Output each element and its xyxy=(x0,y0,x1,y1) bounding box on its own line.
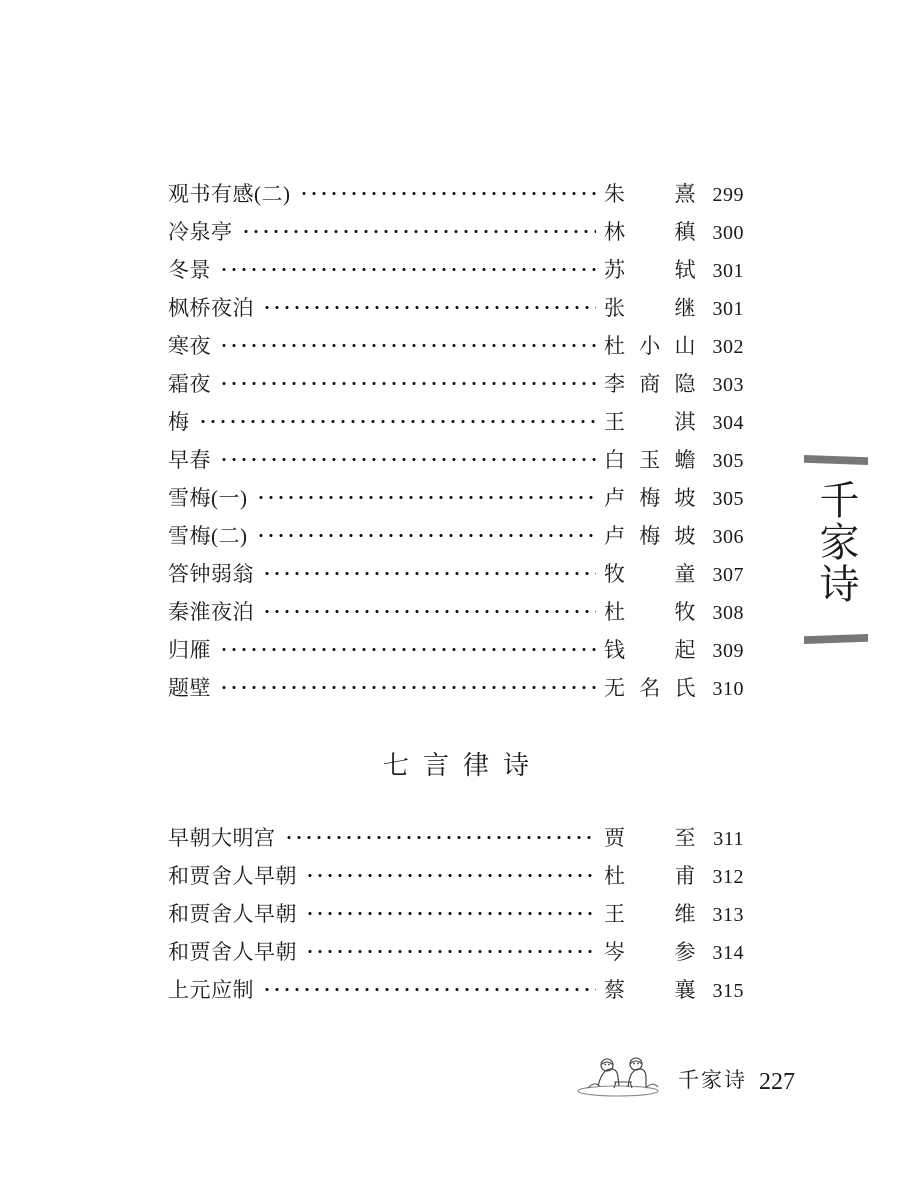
toc-entry[interactable] xyxy=(168,292,744,330)
toc-entry-author: 杜甫 xyxy=(604,864,696,888)
toc-entry-author: 牧童 xyxy=(604,562,696,586)
toc-entry-author: 卢梅坡 xyxy=(604,524,696,548)
toc-entry[interactable] xyxy=(168,330,744,368)
toc-entry-page: 310 xyxy=(712,678,744,700)
toc-entry-title: 雪梅(一) xyxy=(168,486,248,510)
toc-entry-title: 上元应制 xyxy=(168,978,254,1002)
toc-entry[interactable] xyxy=(168,444,744,482)
toc-entry-title: 冷泉亭 xyxy=(168,220,233,244)
toc-dot-leader xyxy=(305,938,596,959)
toc-entry-title: 观书有感(二) xyxy=(168,182,291,206)
toc-entry[interactable] xyxy=(168,368,744,406)
toc-entry-author: 无名氏 xyxy=(604,676,696,700)
toc-dot-leader xyxy=(219,256,596,277)
toc-entry-title: 和贾舍人早朝 xyxy=(168,864,297,888)
toc-entry[interactable] xyxy=(168,520,744,558)
toc-entry-page: 302 xyxy=(712,336,744,358)
toc-dot-leader xyxy=(241,218,597,239)
toc-entry[interactable] xyxy=(168,634,744,672)
toc-entry-title: 归雁 xyxy=(168,638,211,662)
toc-dot-leader xyxy=(305,900,596,921)
toc-entry[interactable] xyxy=(168,254,744,292)
toc-entry-author: 杜小山 xyxy=(604,334,696,358)
side-ornament-bottom-icon xyxy=(804,634,868,644)
toc-entry-page: 306 xyxy=(712,526,744,548)
toc-dot-leader xyxy=(299,180,597,201)
toc-entry-title: 早朝大明宫 xyxy=(168,826,276,850)
toc-entry-author: 岑参 xyxy=(604,940,696,964)
toc-entry[interactable] xyxy=(168,406,744,444)
toc-entry[interactable] xyxy=(168,216,744,254)
side-ornament-top-icon xyxy=(804,455,868,465)
page-footer xyxy=(0,1038,913,1098)
toc-dot-leader xyxy=(219,636,596,657)
toc-dot-leader xyxy=(219,332,596,353)
toc-dot-leader xyxy=(262,976,596,997)
toc-entry[interactable] xyxy=(168,178,744,216)
toc-entry[interactable] xyxy=(168,860,744,898)
toc-list-top xyxy=(168,178,744,710)
toc-entry-title: 雪梅(二) xyxy=(168,524,248,548)
toc-entry-page: 313 xyxy=(712,904,744,926)
toc-entry[interactable] xyxy=(168,974,744,1012)
toc-dot-leader xyxy=(262,598,596,619)
toc-dot-leader xyxy=(262,294,596,315)
toc-entry-page: 301 xyxy=(712,298,744,320)
section-heading: 七言律诗 xyxy=(382,751,543,780)
toc-dot-leader xyxy=(219,674,596,695)
toc-entry[interactable] xyxy=(168,596,744,634)
toc-entry-page: 304 xyxy=(712,412,744,434)
toc-entry-author: 王淇 xyxy=(604,410,696,434)
toc-entry-page: 314 xyxy=(712,942,744,964)
toc-list-bottom xyxy=(168,822,744,1012)
toc-entry-page: 303 xyxy=(712,374,744,396)
toc-dot-leader xyxy=(198,408,597,429)
toc-entry-title: 早春 xyxy=(168,448,211,472)
toc-entry-title: 梅 xyxy=(168,410,190,434)
toc-entry-page: 309 xyxy=(712,640,744,662)
toc-entry-title: 答钟弱翁 xyxy=(168,562,254,586)
toc-entry-page: 312 xyxy=(712,866,744,888)
toc-dot-leader xyxy=(219,446,596,467)
toc-entry-title: 寒夜 xyxy=(168,334,211,358)
toc-entry-page: 299 xyxy=(712,184,744,206)
toc-entry-page: 301 xyxy=(712,260,744,282)
toc-entry-author: 林稹 xyxy=(604,220,696,244)
toc-entry[interactable] xyxy=(168,822,744,860)
footer-page-number: 227 xyxy=(759,1069,795,1095)
toc-entry-page: 311 xyxy=(713,828,744,850)
toc-entry[interactable] xyxy=(168,558,744,596)
footer-illustration-icon xyxy=(570,1042,666,1098)
side-title-text: 千家诗 xyxy=(814,479,859,605)
toc-entry-page: 305 xyxy=(712,488,744,510)
toc-entry-author: 李商隐 xyxy=(604,372,696,396)
toc-entry-author: 白玉蟾 xyxy=(604,448,696,472)
toc-entry-author: 张继 xyxy=(604,296,696,320)
footer-book-title: 千家诗 xyxy=(678,1068,747,1092)
toc-dot-leader xyxy=(305,862,596,883)
toc-entry-author: 贾至 xyxy=(604,826,696,850)
toc-entry-title: 秦淮夜泊 xyxy=(168,600,254,624)
toc-entry-title: 和贾舍人早朝 xyxy=(168,902,297,926)
toc-entry-title: 和贾舍人早朝 xyxy=(168,940,297,964)
toc-entry-title: 枫桥夜泊 xyxy=(168,296,254,320)
toc-entry-page: 307 xyxy=(712,564,744,586)
toc-entry-author: 蔡襄 xyxy=(604,978,696,1002)
toc-entry-page: 300 xyxy=(712,222,744,244)
toc-entry-author: 朱熹 xyxy=(604,182,696,206)
toc-entry-author: 卢梅坡 xyxy=(604,486,696,510)
toc-entry-page: 315 xyxy=(712,980,744,1002)
toc-entry-page: 308 xyxy=(712,602,744,624)
toc-entry-title: 题壁 xyxy=(168,676,211,700)
toc-entry[interactable] xyxy=(168,482,744,520)
toc-dot-leader xyxy=(256,484,597,505)
toc-dot-leader xyxy=(219,370,596,391)
toc-dot-leader xyxy=(262,560,596,581)
toc-dot-leader xyxy=(256,522,597,543)
toc-entry-author: 苏轼 xyxy=(604,258,696,282)
toc-entry-title: 冬景 xyxy=(168,258,211,282)
toc-entry[interactable] xyxy=(168,936,744,974)
toc-entry[interactable] xyxy=(168,898,744,936)
toc-entry-title: 霜夜 xyxy=(168,372,211,396)
toc-entry-page: 305 xyxy=(712,450,744,472)
toc-entry-author: 杜牧 xyxy=(604,600,696,624)
toc-entry-author: 王维 xyxy=(604,902,696,926)
toc-dot-leader xyxy=(284,824,597,845)
toc-entry-author: 钱起 xyxy=(604,638,696,662)
side-vertical-title xyxy=(801,455,871,644)
toc-entry[interactable] xyxy=(168,672,744,710)
